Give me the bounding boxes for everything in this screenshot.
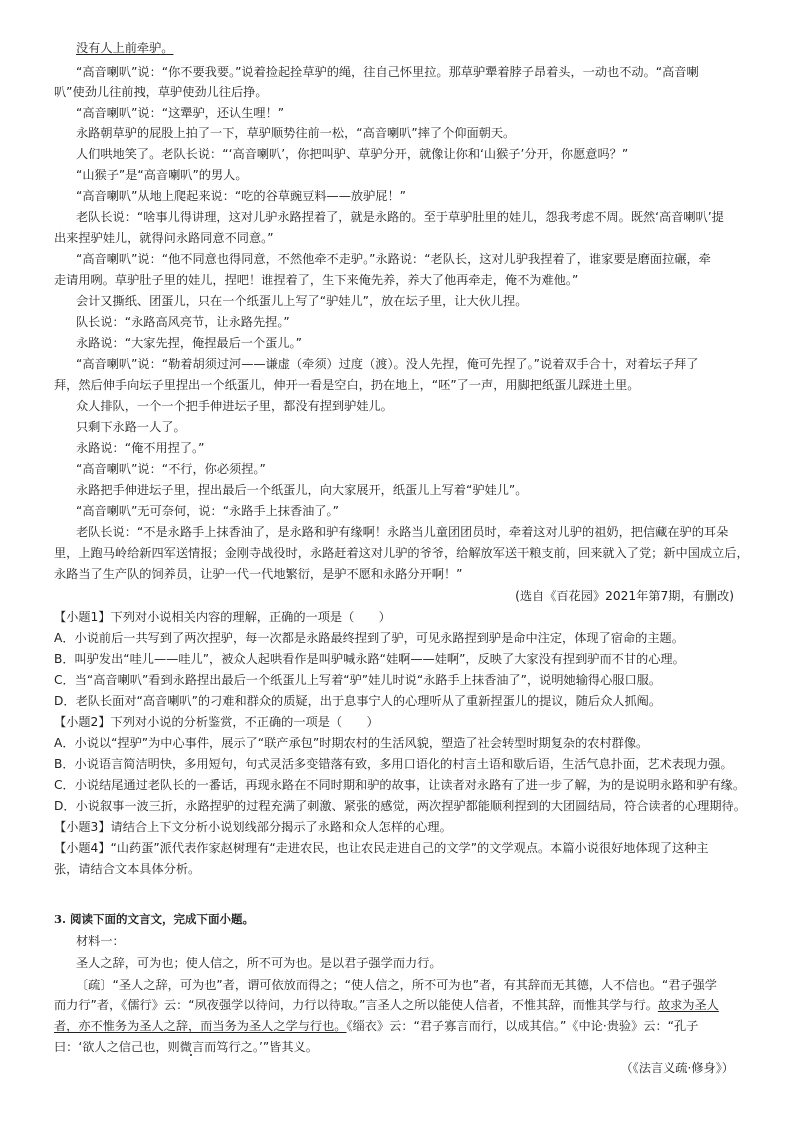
story-line: 人们哄地笑了。老队长说：“‘高音喇叭’，你把叫驴、草驴分开，就像让你和‘山猴子’分开，你愿意吗？”	[76, 147, 629, 161]
story-line: “高音喇叭”说：“勒着胡须过河——谦虚（牵须）过度（渡）。没人先捏，俺可先捏了。”说着双手合十，对着坛子拜了	[76, 357, 699, 371]
question-4-continued: 张，请结合文本具体分析。	[54, 862, 201, 876]
story-line: 永路把手伸进坛子里，捏出最后一个纸蛋儿，向大家展开，纸蛋儿上写着“驴娃儿”。	[76, 483, 528, 497]
commentary-line: 曰：‘欲人之信己也，则微言而笃行之。’”皆其义。	[54, 1040, 318, 1054]
question-4: 【小题4】“山药蛋”派代表作家赵树理有“走进农民，也让农民走进自己的文学”的文学观点。本篇小说很好地体现了这种主	[54, 841, 709, 855]
story-line: 里，上跑马岭给新四军送情报；金刚寺战役时，永路赶着这对儿驴的爷爷，给解放军送干粮支前，回来就入了党；新中国成立后，	[54, 546, 749, 560]
underlined-commentary: 故求为圣人	[657, 998, 719, 1012]
question-1: 【小题1】下列对小说相关内容的理解，正确的一项是（ ）	[54, 610, 391, 624]
story-line: 众人排队，一个一个把手伸进坛子里，都没有捏到驴娃儿。	[76, 399, 393, 413]
story-line: 永路朝草驴的屁股上拍了一下，草驴顺势往前一松，“高音喇叭”摔了个仰面朝天。	[76, 126, 516, 140]
story-line: 没有人上前牵驴。	[76, 41, 174, 55]
question-2-option-d: D．小说叙事一波三折，永路捏驴的过程充满了刺激、紧张的感觉，两次捏驴都能顺利捏到的大团圆结局，符合读者的心理期待。	[54, 799, 746, 813]
story-line: 队长说：“永路高风亮节，让永路先捏。”	[76, 315, 290, 329]
commentary-line	[54, 997, 719, 1013]
story-line: 会计又撕纸、团蛋儿，只在一个纸蛋儿上写了“驴娃儿”，放在坛子里，让大伙儿捏。	[76, 294, 528, 308]
story-line: “高音喇叭”无可奈何，说：“永路手上抹香油了。”	[76, 504, 339, 518]
commentary-line: 〔疏〕“圣人之辞，可为也”者，谓可依放而得之；“使人信之，所不可为也”者，有其辞而无其德，人不信也。“君子强学	[76, 978, 717, 992]
story-line: 老队长说：“不是永路手上抹香油了，是永路和驴有缘啊！永路当儿童团团员时，牵着这对儿驴的祖奶，把信藏在驴的耳朵	[76, 525, 729, 539]
story-line: “高音喇叭”说：“他不同意也得同意，不然他牵不走驴。”永路说：“老队长，这对儿驴我捏着了，谁家要是磨面拉碾，牵	[76, 252, 711, 266]
story-line: 永路说：“俺不用捏了。”	[76, 441, 205, 455]
story-line: 叭”使劲儿往前拽，草驴使劲儿往后挣。	[54, 85, 268, 99]
story-line: “高音喇叭”说：“这犟驴，还认生哩！”	[76, 106, 285, 120]
story-line: 出来捏驴娃儿，就得问永路同意不同意。”	[54, 231, 274, 245]
section-3-heading: 3. 阅读下面的文言文，完成下面小题。	[54, 912, 255, 926]
story-line: 永路说：“大家先捏，俺捏最后一个蛋儿。”	[76, 336, 302, 350]
story-line: 老队长说：“啥事儿得讲理，这对儿驴永路捏着了，就是永路的。至于草驴肚里的娃儿，怨我考虑不周。既然‘高音喇叭’提	[76, 210, 724, 224]
question-1-option-c: C．当“高音喇叭”看到永路捏出最后一个纸蛋儿上写着“驴”娃儿时说“永路手上抹香油了”，说明她输得心服口服。	[54, 673, 662, 687]
underlined-commentary: 者，亦不惟务为圣人之辞，而当务为圣人之学与行也。	[54, 1019, 347, 1033]
story-source: (选自《百花园》2021年第7期，有删改)	[515, 589, 734, 603]
story-line: 永路当了生产队的饲养员，让驴一代一代地繁衍，是驴不愿和永路分开啊！”	[54, 567, 463, 581]
commentary-text: 《缁衣》云：“君子寡言而行，以成其信。”《中论·贵验》云：“孔子	[346, 1019, 699, 1033]
question-1-option-d: D．老队长面对“高音喇叭”的刁难和群众的质疑，出于息事宁人的心理听从了重新捏蛋儿的提议，随后众人抓阄。	[54, 694, 662, 708]
question-2-option-a: A．小说以“捏驴”为中心事件，展示了“联产承包”时期农村的生活风貌，塑造了社会转型时期复杂的农村群像。	[54, 736, 649, 750]
story-line: 走请用咧。草驴肚子里的娃儿，捏吧！谁捏着了，生下来俺先养，养大了他再牵走，俺不为难他。”	[54, 273, 579, 287]
question-1-option-b: B．叫驴发出“哇儿——哇儿”，被众人起哄看作是叫驴喊永路“娃啊——娃啊”，反映了大家没有捏到驴而不甘的心理。	[54, 652, 685, 666]
story-line: “高音喇叭”说：“你不要我要。”说着捡起拴草驴的绳，往自己怀里拉。那草驴犟着脖子昂着头，一动也不动。“高音喇	[76, 65, 699, 79]
question-2-option-c: C．小说结尾通过老队长的一番话，再现永路在不同时期和驴的故事，让读者对永路有了进一步了解，为的是说明永路和驴有缘。	[54, 778, 746, 792]
commentary-text: 而力行”者，《儒行》云：“夙夜强学以待问，力行以待取。”言圣人之所以能使人信者，不惟其辞，而惟其学与行。	[54, 998, 658, 1012]
material-label: 材料一：	[76, 934, 125, 948]
story-line: 只剩下永路一人了。	[76, 420, 186, 434]
question-3: 【小题3】请结合上下文分析小说划线部分揭示了永路和众人怎样的心理。	[54, 820, 452, 834]
story-line: “山猴子”是“高音喇叭”的男人。	[76, 168, 248, 182]
question-2-option-b: B．小说语言简洁明快，多用短句，句式灵活多变错落有致，多用口语化的村言土语和歇后语，生活气息扑面，艺术表现力强。	[54, 757, 733, 771]
emphasis-dot	[190, 1054, 192, 1056]
commentary-line	[54, 1018, 698, 1034]
story-line: “高音喇叭”从地上爬起来说：“吃的谷草豌豆料——放驴屁！”	[76, 189, 406, 203]
question-1-option-a: A．小说前后一共写到了两次捏驴，每一次都是永路最终捏到了驴，可见永路捏到驴是命中注定，体现了宿命的主题。	[54, 631, 684, 645]
question-2: 【小题2】下列对小说的分析鉴赏，不正确的一项是（ ）	[54, 715, 379, 729]
story-line: “高音喇叭”说：“不行，你必须捏。”	[76, 462, 266, 476]
story-line: 拜，然后伸手向坛子里捏出一个纸蛋儿，伸开一看是空白，扔在地上，“呸”了一声，用脚把纸蛋儿踩进土里。	[54, 378, 640, 392]
section-3-source: （《法言义疏·修身》）	[620, 1061, 734, 1075]
classical-text-line: 圣人之辞，可为也；使人信之，所不可为也。是以君子强学而力行。	[76, 956, 442, 970]
